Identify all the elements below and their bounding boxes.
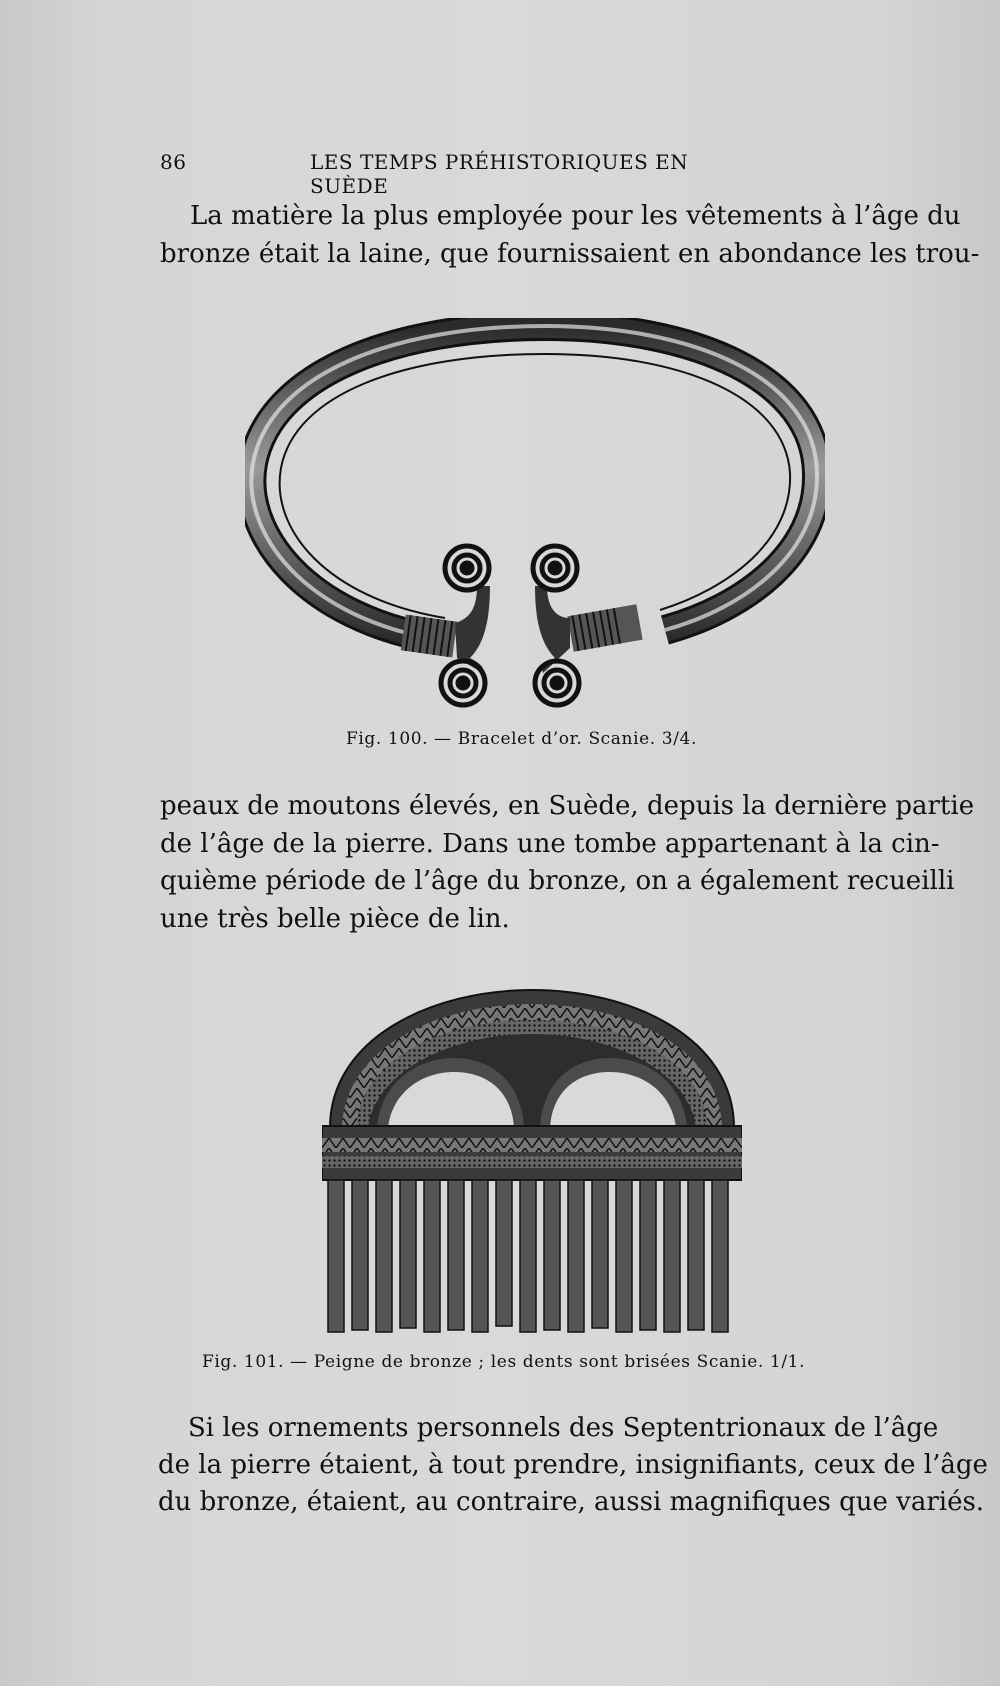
paragraph-wool [160,198,980,273]
comb-illustration [322,988,742,1333]
running-header [160,150,772,198]
text-line: Si les ornements personnels des Septentrionaux de l’âge [188,1413,939,1443]
paragraph-ornaments [158,1410,988,1521]
text-line: du bronze, étaient, au contraire, aussi magnifiques que variés. [158,1487,985,1517]
text-line: peaux de moutons élevés, en Suède, depuis la dernière partie [160,791,975,821]
figure-100-caption: Fig. 100. — Bracelet d’or. Scanie. 3/4. [346,729,697,749]
text-line: de l’âge de la pierre. Dans une tombe appartenant à la cin- [160,828,940,859]
text-line: de la pierre étaient, à tout prendre, insignifiants, ceux de l’âge [158,1450,988,1480]
text-line: quième période de l’âge du bronze, on a également recueilli [160,866,955,896]
left-terminal [401,586,490,673]
text-line: une très belle pièce de lin. [160,903,510,934]
page-number: 86 [160,150,187,174]
comb-teeth [328,1180,728,1332]
text-line: bronze était la laine, que fournissaient en abondance les trou- [160,238,980,269]
paragraph-sheep [160,788,975,938]
running-title: LES TEMPS PRÉHISTORIQUES EN SUÈDE [310,150,689,198]
figure-101-caption: Fig. 101. — Peigne de bronze ; les dents sont brisées Scanie. 1/1. [202,1352,806,1372]
text-line: La matière la plus employée pour les vêtements à l’âge du [190,201,961,231]
bracelet-illustration [245,318,825,713]
